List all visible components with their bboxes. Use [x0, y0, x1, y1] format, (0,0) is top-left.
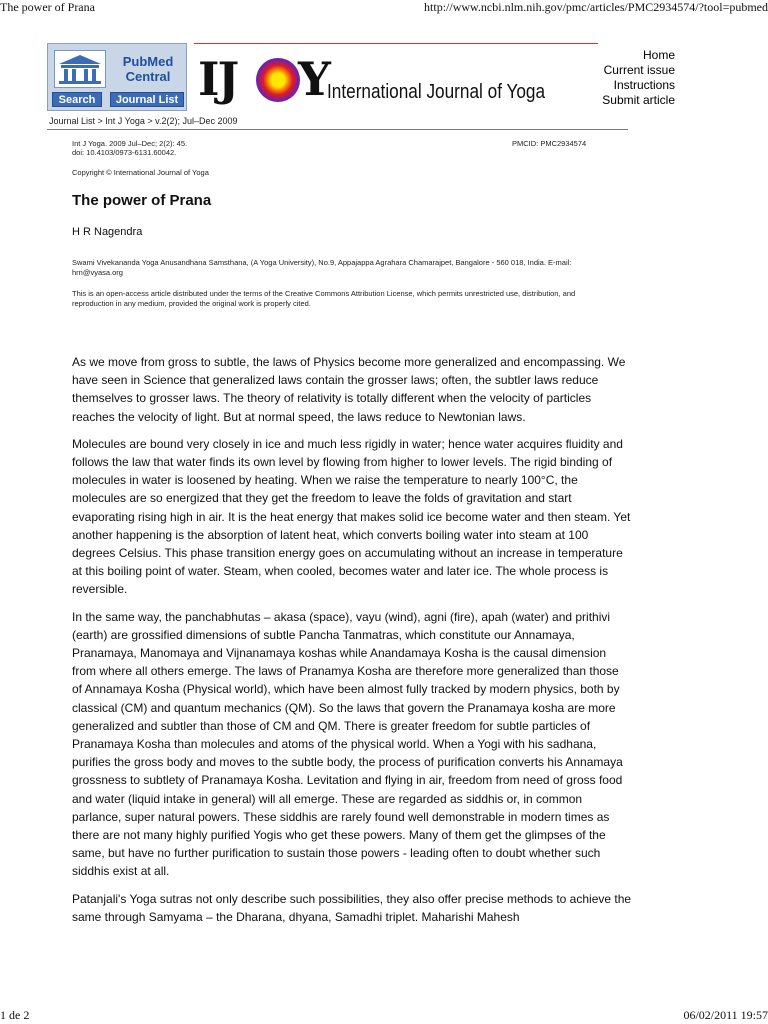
journal-nav — [585, 48, 675, 108]
body-paragraph: As we move from gross to subtle, the laws of Physics become more generalized and encompassing. We have seen in Science that generalized laws contain the grosser laws; often, the subtler laws reduce themselves to grosser laws. The theory of relativity is totally different when the velocity of particles reaches the velocity of light. But at normal speed, the laws reduce to Newtonian laws. — [72, 355, 626, 424]
print-footer-page: 1 de 2 — [0, 1008, 30, 1022]
breadcrumb-separator: > — [95, 116, 106, 126]
breadcrumb — [49, 116, 238, 126]
license-notice: This is an open-access article distributed under the terms of the Creative Commons Attribution License, which permits unrestricted use, distribution, and reproduction in any medium, provided the original work is properly cited. — [72, 289, 576, 308]
print-footer-datetime: 06/02/2011 19:57 — [683, 1008, 768, 1022]
ijoy-logo — [194, 43, 598, 112]
ijoy-logo-letter-y: Y — [298, 52, 331, 106]
breadcrumb-journal-list[interactable]: Journal List — [49, 116, 96, 126]
breadcrumb-int-j-yoga[interactable]: Int J Yoga — [105, 116, 145, 126]
pubmed-central-panel — [47, 43, 187, 111]
breadcrumb-separator: > — [144, 116, 156, 126]
nav-instructions-link[interactable]: Instructions — [613, 78, 675, 92]
journal-list-button[interactable]: Journal List — [110, 92, 184, 107]
nih-building-icon — [54, 50, 106, 88]
citation-line: Int J Yoga. 2009 Jul–Dec; 2(2): 45. — [72, 139, 188, 148]
journal-banner — [47, 43, 675, 113]
ijoy-logo-sun-icon — [256, 58, 300, 102]
body-paragraph: In the same way, the panchabhutas – akasa (space), vayu (wind), agni (fire), apah (water) and prithivi (earth) are grossified dimensions of subtle Pancha Tanmatras, which constitute our Annamaya, Pranamaya, Manomaya and Vijnanamaya koshas while Anandamaya Kosha is the causal dimension from where all others emerge. The laws of Pranamya Kosha are therefore more generalized than those of Annamaya Kosha (Physical world), which have been almost fully tracked by modern physics, both by classical (CM) and quantum mechanics (QM). So the laws that govern the Pranamaya kosha are more generalized and subtler than those of CM and QM. There is greater freedom for subtle particles of Pranamaya Kosha than molecules and atoms of the physical world. When a Yogi with his sadhana, purifies the gross body and moves to the subtle body, the process of purification converts his Annamaya grossness to subtlety of Pranamaya Kosha. Levitation and flying in air, freedom from need of gross food and water (liquid intake in general) will all emerge. These are regarded as siddhis or, in common parlance, super natural powers. These siddhis are rarely found well demonstrable in modern times as there are not many highly purified Yogis who get these powers. Many of them get the glimpses of the same, but have no further purification to sustain those powers - leading often to doubt whether such siddhis exist at all. — [72, 609, 623, 879]
nav-home-link[interactable]: Home — [642, 48, 675, 62]
nav-submit-article-link[interactable]: Submit article — [602, 93, 675, 107]
copyright: Copyright © International Journal of Yoga — [72, 168, 209, 177]
print-footer — [0, 1008, 768, 1022]
ijoy-logo-letters: IJ — [198, 52, 238, 106]
nav-current-issue-link[interactable]: Current issue — [603, 63, 675, 77]
header-divider — [47, 129, 628, 130]
pubmed-logo-line2: Central — [125, 69, 171, 84]
print-header — [0, 0, 768, 14]
article-title: The power of Prana — [72, 192, 212, 209]
body-paragraph: Patanjali's Yoga sutras not only describe such possibilities, they also offer precise methods to achieve the same through Samyama – the Dharana, dhyana, Samadhi triplet. Maharishi Mahesh — [72, 891, 632, 924]
pmcid: PMCID: PMC2934574 — [512, 139, 587, 148]
article-body — [72, 353, 632, 935]
pubmed-search-button[interactable]: Search — [52, 92, 102, 107]
print-header-title: The power of Prana — [0, 0, 95, 14]
journal-name: International Journal of Yoga — [327, 81, 546, 103]
pubmed-logo-line1: PubMed — [122, 54, 174, 69]
body-paragraph: Molecules are bound very closely in ice and much less rigidly in water; hence water acquires fluidity and follows the law that water finds its own level by flowing from higher to lower levels. The rigid binding of molecules in water is loosened by heating. When we raise the temperature to nearly 100°C, the molecules are so energized that they get the freedom to leave the folds of gravitation and start evaporating rising high in air. It is the heat energy that makes solid ice become water and then steam. Yet another happening is the absorption of latent heat, which converts boiling water into steam at 100 degrees Celsius. This phase transition energy goes on accumulating without an increase in temperature at this boiling point of water. Steam, when cooled, becomes water and later ice. The whole process is reversible. — [72, 436, 631, 597]
doi-line: doi: 10.4103/0973-6131.60042. — [72, 148, 177, 157]
print-header-url: http://www.ncbi.nlm.nih.gov/pmc/articles/PMC2934574/?tool=pubmed — [424, 0, 768, 14]
author-affiliation: Swami Vivekananda Yoga Anusandhana Samsthana, (A Yoga University), No.9, Appajappa Agrahara Chamarajpet, Bangalore - 560 018, India. E-mail: hrn@vyasa.org — [72, 258, 572, 277]
breadcrumb-issue[interactable]: v.2(2); Jul–Dec 2009 — [155, 116, 238, 126]
pubmed-central-logo — [112, 54, 184, 84]
article-author: H R Nagendra — [72, 226, 143, 238]
citation — [72, 139, 187, 157]
